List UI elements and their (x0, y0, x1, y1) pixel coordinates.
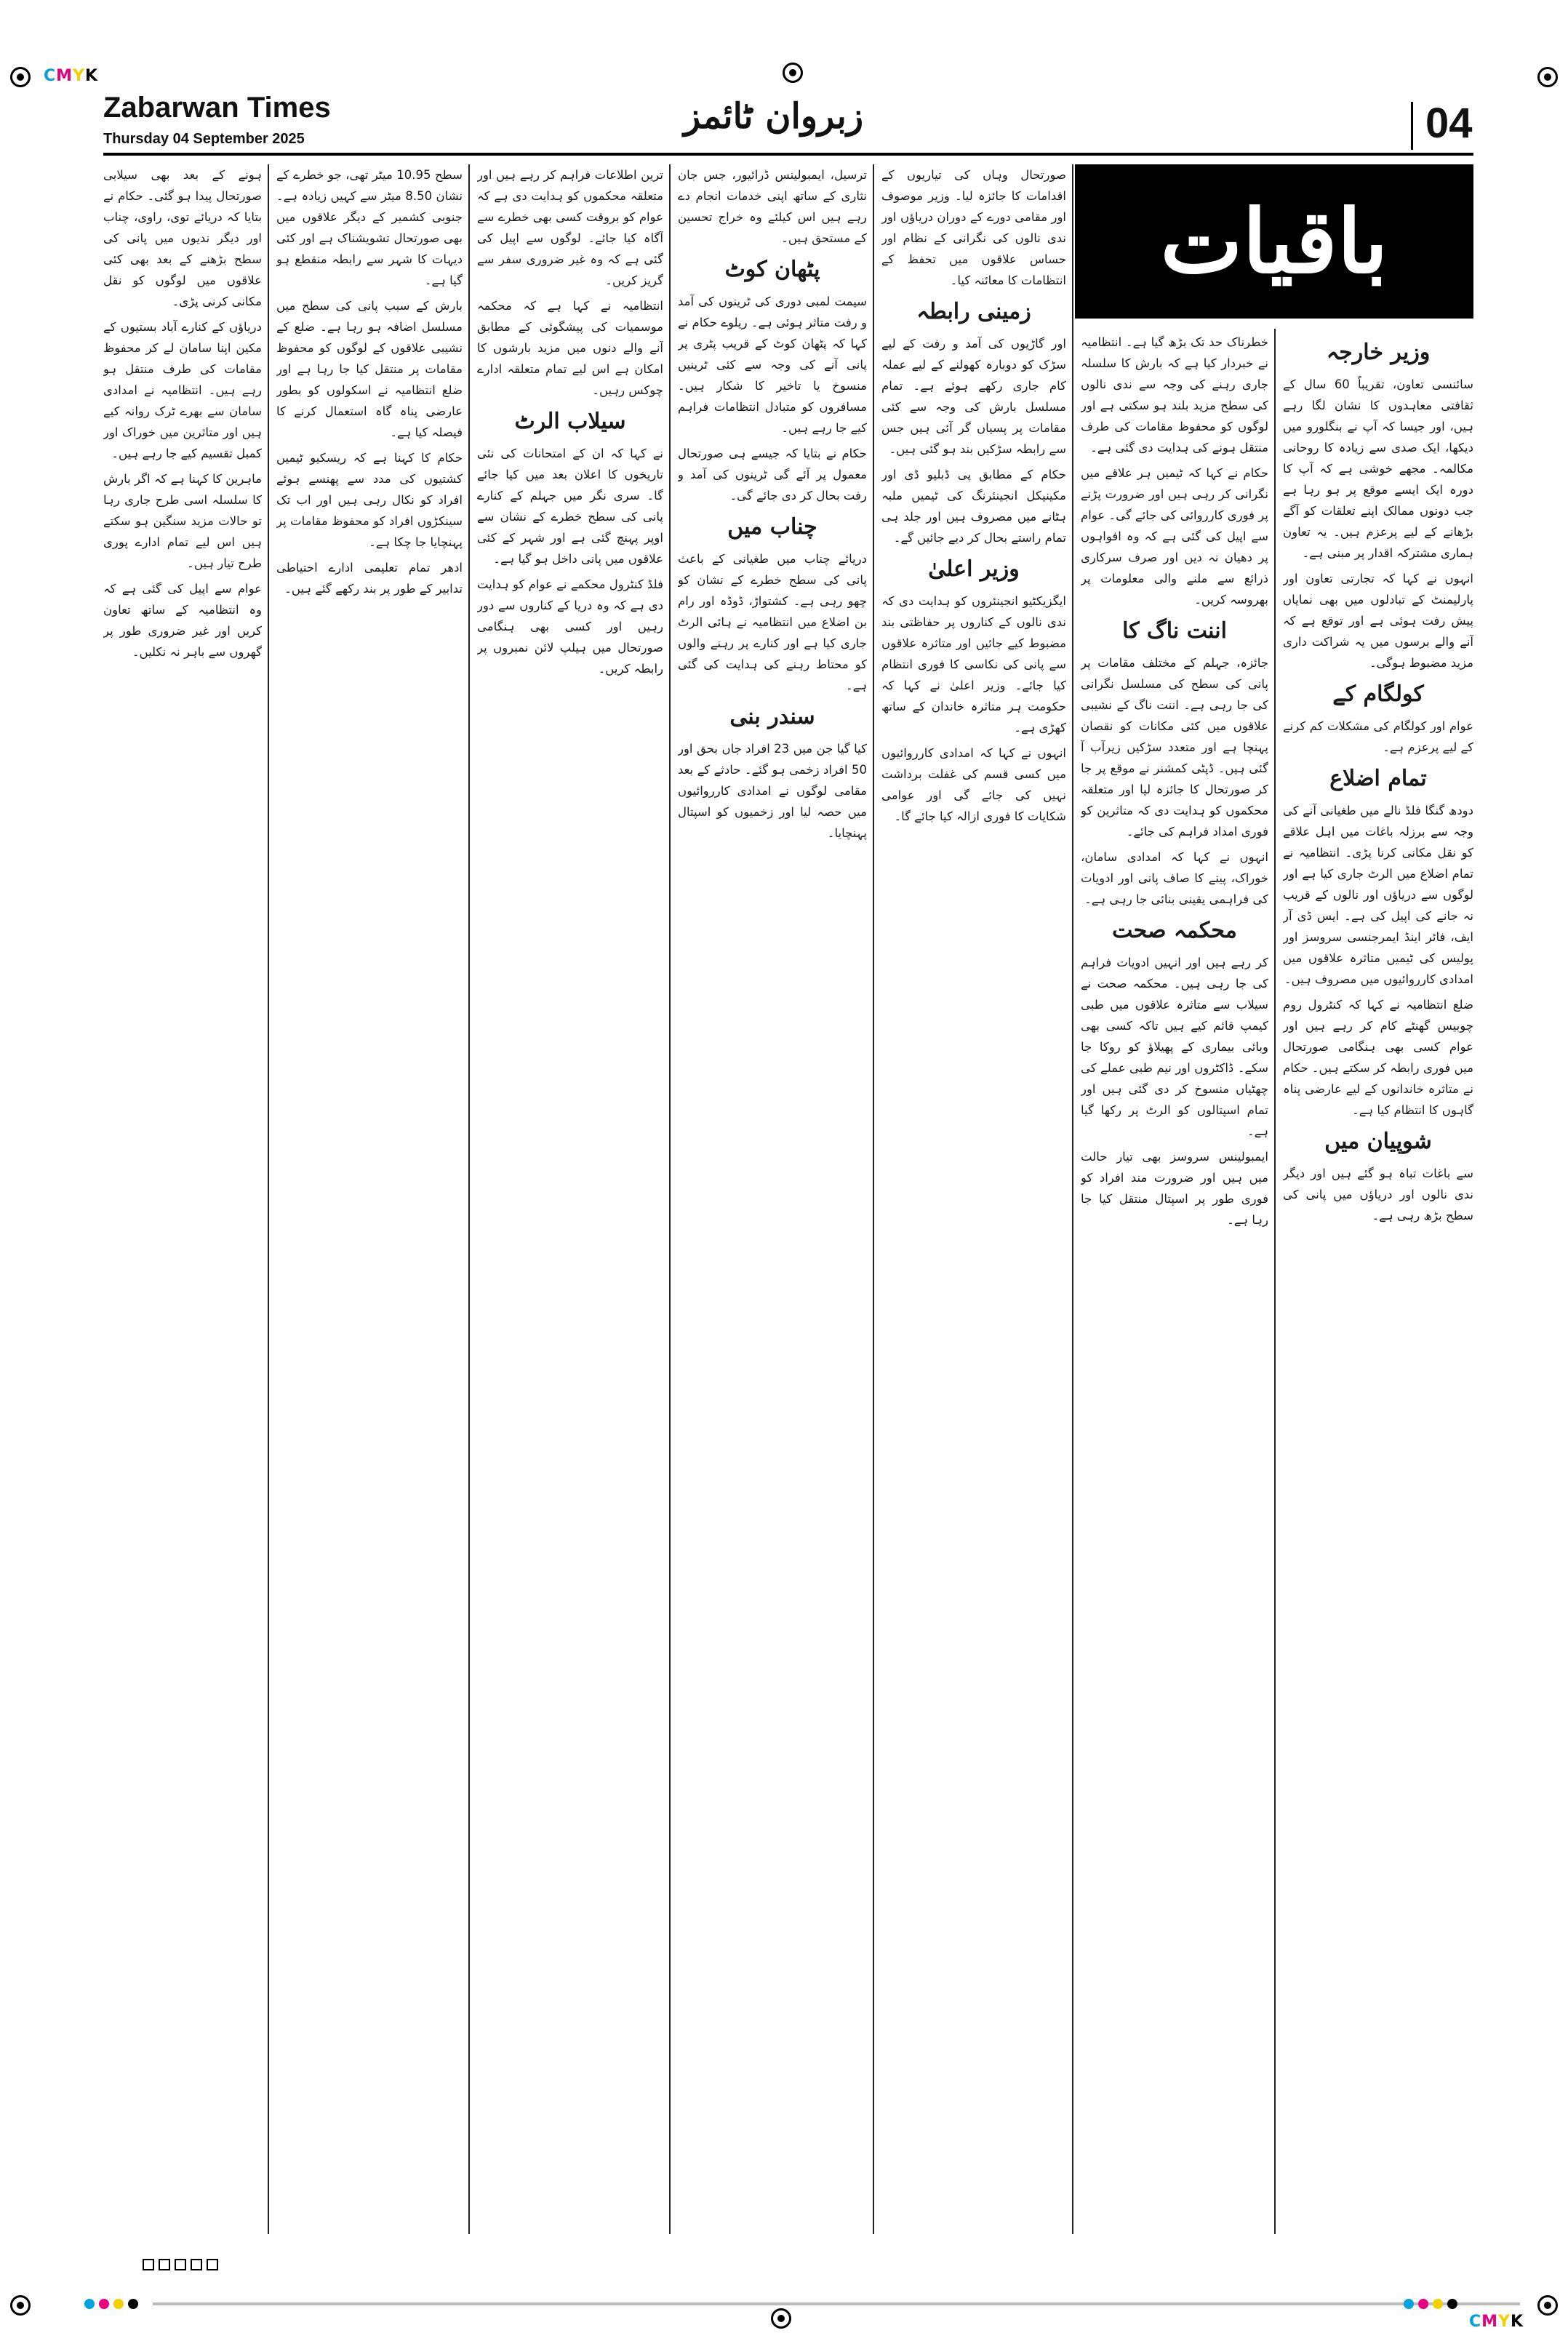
column-rule (1274, 329, 1276, 2234)
article-paragraph: حکام کا کہنا ہے کہ ریسکیو ٹیمیں کشتیوں کی مدد سے پھنسے ہوئے افراد کو نکال رہی ہیں اور اب تک سینکڑوں افراد کو محفوظ مقامات پر پہنچایا جا چکا ہے۔ (276, 451, 463, 549)
article-paragraph: دودھ گنگا فلڈ نالے میں طغیانی آنے کی وجہ سے برزلہ باغات میں اہل علاقے کو نقل مکانی کرنا پڑی۔ انتظامیہ نے تمام اضلاع میں الرٹ جاری کیا ہے اور لوگوں سے دریاؤں اور نالوں کے قریب نہ جانے کی اپیل کی ہے۔ ایس ڈی آر ایف، فائر اینڈ ایمرجنسی سروسز اور پولیس کی ٹیمیں متاثرہ علاقوں میں امدادی کارروائیوں میں مصروف ہیں۔ (1283, 804, 1473, 986)
article-headline: سندر بنی (729, 704, 815, 729)
section-title: باقیات (1160, 190, 1388, 293)
page-number: 04 (1425, 100, 1473, 147)
article-headline: زمینی رابطہ (916, 299, 1031, 324)
article-paragraph: ایمبولینس سروسز بھی تیار حالت میں ہیں اور ضرورت مند افراد کو فوری طور پر اسپتال منتقل کیا جا رہا ہے۔ (1081, 1150, 1268, 1227)
column-rule (1072, 164, 1073, 2234)
article-headline: سیلاب الرٹ (514, 409, 626, 434)
cmyk-mark-top: CMYK (44, 67, 99, 85)
dateline: Thursday 04 September 2025 (103, 131, 305, 147)
registration-mark-top-left (10, 67, 31, 87)
registration-mark-bottom-center (771, 2308, 791, 2329)
article-paragraph: سائنسی تعاون، تقریباً 60 سال کے ثقافتی معاہدوں کا نشان لگا رہے ہیں، اور جیسا کہ آپ نے بنگلورو میں دیکھا، ایک صدی سے زیادہ کا روحانی مکالمہ۔ مجھے خوشی ہے کہ آپ کا دورہ ایک ایسے موقع پر ہو رہا ہے جب دونوں ممالک اپنے تعلقات کو آگے بڑھانے کے لیے پرعزم ہیں۔ یہ تعاون ہماری مشترکہ اقدار پر مبنی ہے۔ (1283, 377, 1473, 560)
article-paragraph: انہوں نے کہا کہ تجارتی تعاون اور پارلیمنٹ کے تبادلوں میں بھی نمایاں پیش رفت ہوئی ہے اور توقع ہے کہ آنے والے برسوں میں یہ شراکت داری مزید مضبوط ہوگی۔ (1283, 572, 1473, 670)
article-paragraph: خطرناک حد تک بڑھ گیا ہے۔ انتظامیہ نے خبردار کیا ہے کہ بارش کا سلسلہ جاری رہنے کی وجہ سے ندی نالوں کی سطح مزید بلند ہو سکتی ہے اور لوگوں کو محفوظ مقامات کی طرف منتقل ہونے کی ہدایت دی گئی ہے۔ (1081, 335, 1268, 455)
article-paragraph: کیا گیا جن میں 23 افراد جاں بحق اور 50 افراد زخمی ہو گئے۔ حادثے کے بعد مقامی لوگوں نے امدادی کارروائیوں میں حصہ لیا اور زخمیوں کو اسپتال پہنچایا۔ (678, 742, 867, 840)
urdu-logo: زبروان ٹائمز (684, 96, 864, 137)
header-rule (103, 153, 1473, 156)
cmyk-mark-bottom: CMYK (1469, 2313, 1524, 2331)
article-column-1 (1283, 332, 1473, 2237)
article-paragraph: ادھر تمام تعلیمی ادارے احتیاطی تدابیر کے طور پر بند رکھے گئے ہیں۔ (276, 561, 463, 596)
article-headline: اننت ناگ کا (1122, 618, 1227, 644)
article-headline: تمام اضلاع (1329, 766, 1427, 791)
article-headline: چناب میں (727, 514, 817, 540)
article-paragraph: ایگزیکٹیو انجینئروں کو ہدایت دی کہ ندی نالوں کے کناروں پر حفاظتی بند مضبوط کیے جائیں اور متاثرہ علاقوں سے پانی کی نکاسی کا فوری انتظام کیا جائے۔ وزیر اعلیٰ نے کہا کہ حکومت ہر متاثرہ خاندان کے ساتھ کھڑی ہے۔ (881, 594, 1066, 735)
article-column-7 (103, 164, 262, 2237)
column-rule (468, 164, 470, 2234)
article-paragraph: جائزہ، جہلم کے مختلف مقامات پر پانی کی سطح کی مسلسل نگرانی کی جا رہی ہے۔ اننت ناگ کے نشیبی علاقوں میں کئی مکانات کو نقصان پہنچا ہے اور متعدد سڑکیں زیرآب آ گئی ہیں۔ ڈپٹی کمشنر نے موقع پر جا کر صورتحال کا جائزہ لیا اور متعلقہ محکموں کو ہدایت دی کہ متاثرین کو فوری امداد فراہم کی جائے۔ (1081, 656, 1268, 839)
article-paragraph: ترسیل، ایمبولینس ڈرائیور، جس جان نثاری کے ساتھ اپنی خدمات انجام دے رہے ہیں اس کیلئے وہ خراج تحسین کے مستحق ہیں۔ (678, 168, 867, 245)
article-paragraph: انہوں نے کہا کہ امدادی سامان، خوراک، پینے کا صاف پانی اور ادویات کی فراہمی یقینی بنائی جا رہی ہے۔ (1081, 850, 1268, 906)
article-paragraph: اور گاڑیوں کی آمد و رفت کے لیے سڑک کو دوبارہ کھولنے کے لیے عملہ کام جاری رکھے ہوئے ہے۔ تمام مسلسل بارش کی وجہ سے کئی مقامات پر پسیاں گر آئی ہیں جس سے رابطہ سڑکیں بند ہو گئی ہیں۔ (881, 337, 1066, 456)
article-headline: کولگام کے (1332, 681, 1424, 707)
article-paragraph: سطح 10.95 میٹر تھی، جو خطرے کے نشان 8.50 میٹر سے کہیں زیادہ ہے۔ جنوبی کشمیر کے دیگر علاقوں میں بھی صورتحال تشویشناک ہے اور کئی دیہات کا شہر سے رابطہ منقطع ہو گیا ہے۔ (276, 168, 463, 287)
article-headline: وزیر اعلیٰ (928, 556, 1020, 582)
article-column-6 (276, 164, 463, 2237)
article-paragraph: حکام نے کہا کہ ٹیمیں ہر علاقے میں نگرانی کر رہی ہیں اور ضرورت پڑنے پر فوری کارروائی کی جائے گی۔ عوام سے اپیل کی گئی ہے کہ وہ افواہوں پر دھیان نہ دیں اور صرف سرکاری ذرائع سے ملنے والی معلومات پر بھروسہ کریں۔ (1081, 466, 1268, 607)
article-paragraph: سے باغات تباہ ہو گئے ہیں اور دیگر ندی نالوں اور دریاؤں میں پانی کی سطح بڑھ رہی ہے۔ (1283, 1167, 1473, 1222)
article-paragraph: عوام سے اپیل کی گئی ہے کہ وہ انتظامیہ کے ساتھ تعاون کریں اور غیر ضروری طور پر گھروں سے باہر نہ نکلیں۔ (103, 582, 262, 659)
article-paragraph: نے کہا کہ ان کے امتحانات کی نئی تاریخوں کا اعلان بعد میں کیا جائے گا۔ سری نگر میں جہلم کے کنارے پانی کی سطح خطرے کے نشان سے اوپر پہنچ گئی ہے اور شہر کے کئی علاقوں میں پانی داخل ہو گیا ہے۔ (477, 447, 663, 566)
column-rule (268, 164, 269, 2234)
article-column-4 (678, 164, 867, 2237)
article-paragraph: انتظامیہ نے کہا ہے کہ محکمہ موسمیات کی پیشگوئی کے مطابق آنے والے دنوں میں مزید بارشوں کا امکان ہے اس لیے تمام متعلقہ ادارے چوکس رہیں۔ (477, 299, 663, 397)
article-paragraph: حکام نے بتایا کہ جیسے ہی صورتحال معمول پر آئے گی ٹرینوں کی آمد و رفت بحال کر دی جائے گی۔ (678, 447, 867, 503)
article-paragraph: حکام کے مطابق پی ڈبلیو ڈی اور مکینیکل انجینئرنگ کی ٹیمیں ملبہ ہٹانے میں مصروف ہیں اور جلد ہی تمام راستے بحال کر دیے جائیں گے۔ (881, 468, 1066, 545)
registration-mark-bottom-left (10, 2295, 31, 2316)
registration-mark-bottom-right (1537, 2295, 1558, 2316)
registration-mark-top-right (1537, 67, 1558, 87)
article-headline: وزیر خارجہ (1326, 340, 1431, 365)
article-headline: پٹھان کوٹ (724, 257, 820, 282)
color-bar-left (84, 2298, 143, 2308)
footer-boxes (143, 2259, 223, 2273)
column-rule (669, 164, 671, 2234)
article-paragraph: انہوں نے کہا کہ امدادی کارروائیوں میں کسی قسم کی غفلت برداشت نہیں کی جائے گی اور عوامی شکایات کا فوری ازالہ کیا جائے گا۔ (881, 746, 1066, 823)
section-banner (1075, 164, 1473, 319)
article-headline: محکمہ صحت (1112, 918, 1237, 943)
article-paragraph: ترین اطلاعات فراہم کر رہے ہیں اور متعلقہ محکموں کو ہدایت دی ہے کہ عوام کو بروقت کسی بھی خطرے سے آگاہ کیا جائے۔ لوگوں سے اپیل کی گئی ہے کہ وہ غیر ضروری سفر سے گریز کریں۔ (477, 168, 663, 287)
article-column-2 (1081, 332, 1268, 2237)
column-rule (873, 164, 874, 2234)
article-paragraph: ہونے کے بعد بھی سیلابی صورتحال پیدا ہو گئی۔ حکام نے بتایا کہ دریائے توی، راوی، چناب اور دیگر ندیوں میں پانی کی سطح بڑھنے کے بعد بھی کئی علاقوں میں لوگوں کو نقل مکانی کرنی پڑی۔ (103, 168, 262, 308)
article-paragraph: صورتحال وہاں کی تیاریوں کے اقدامات کا جائزہ لیا۔ وزیر موصوف اور مقامی دورے کے دوران دریاؤں اور ندی نالوں کی نگرانی کے نظام اور حساس علاقوں میں تحفظ کے انتظامات کا معائنہ کیا۔ (881, 168, 1066, 287)
article-paragraph: فلڈ کنٹرول محکمے نے عوام کو ہدایت دی ہے کہ وہ دریا کے کناروں سے دور رہیں اور کسی بھی ہنگامی صورتحال میں ہیلپ لائن نمبروں پر رابطہ کریں۔ (477, 577, 663, 676)
article-column-3 (881, 164, 1066, 2237)
registration-mark-top-center (783, 63, 803, 83)
article-paragraph: دریاؤں کے کنارے آباد بستیوں کے مکین اپنا سامان لے کر محفوظ مقامات کی طرف منتقل ہو رہے ہیں۔ انتظامیہ نے امدادی سامان سے بھرے ٹرک روانہ کیے ہیں اور متاثرین میں خوراک اور کمبل تقسیم کیے جا رہے ہیں۔ (103, 320, 262, 460)
article-paragraph: عوام اور کولگام کی مشکلات کم کرنے کے لیے پرعزم ہے۔ (1283, 719, 1473, 754)
article-paragraph: دریائے چناب میں طغیانی کے باعث پانی کی سطح خطرے کے نشان کو چھو رہی ہے۔ کشتواڑ، ڈوڈہ اور رام بن اضلاع میں انتظامیہ نے ہائی الرٹ جاری کیا ہے اور کنارے پر رہنے والوں کو محتاط رہنے کی ہدایت کی گئی ہے۔ (678, 552, 867, 692)
color-bar-right (1404, 2298, 1462, 2308)
article-paragraph: ماہرین کا کہنا ہے کہ اگر بارش کا سلسلہ اسی طرح جاری رہا تو حالات مزید سنگین ہو سکتے ہیں اس لیے تمام ادارے پوری طرح تیار ہیں۔ (103, 472, 262, 570)
article-headline: شوپیان میں (1324, 1129, 1432, 1154)
color-bar-line (153, 2302, 1520, 2305)
article-paragraph: سیمت لمبی دوری کی ٹرینوں کی آمد و رفت متاثر ہوئی ہے۔ ریلوے حکام نے کہا کہ پٹھان کوٹ کے قریب پٹری پر پانی آنے کی وجہ سے کئی ٹرینیں منسوخ یا تاخیر کا شکار ہیں۔ مسافروں کو متبادل انتظامات فراہم کیے جا رہے ہیں۔ (678, 295, 867, 435)
article-paragraph: ضلع انتظامیہ نے کہا کہ کنٹرول روم چوبیس گھنٹے کام کر رہے ہیں اور عوام کسی بھی ہنگامی صورتحال میں فوری رابطہ کر سکتے ہیں۔ حکام نے متاثرہ خاندانوں کے لیے عارضی پناہ گاہوں کا انتظام کیا ہے۔ (1283, 998, 1473, 1117)
article-paragraph: کر رہے ہیں اور انہیں ادویات فراہم کی جا رہی ہیں۔ محکمہ صحت نے سیلاب سے متاثرہ علاقوں میں طبی کیمپ قائم کیے ہیں تاکہ کسی بھی وبائی بیماری کے پھیلاؤ کو روکا جا سکے۔ ڈاکٹروں اور نیم طبی عملے کی چھٹیاں منسوخ کر دی گئی ہیں اور تمام اسپتالوں کو الرٹ پر رکھا گیا ہے۔ (1081, 956, 1268, 1138)
paper-name: Zabarwan Times (103, 92, 331, 124)
article-paragraph: بارش کے سبب پانی کی سطح میں مسلسل اضافہ ہو رہا ہے۔ ضلع کے نشیبی علاقوں کے لوگوں کو محفوظ مقامات پر منتقل کیا جا رہا ہے اور ضلع انتظامیہ نے اسکولوں کو بطور عارضی پناہ گاہ استعمال کرنے کا فیصلہ کیا ہے۔ (276, 299, 463, 439)
header-divider (1411, 102, 1413, 150)
article-column-5 (477, 164, 663, 2237)
